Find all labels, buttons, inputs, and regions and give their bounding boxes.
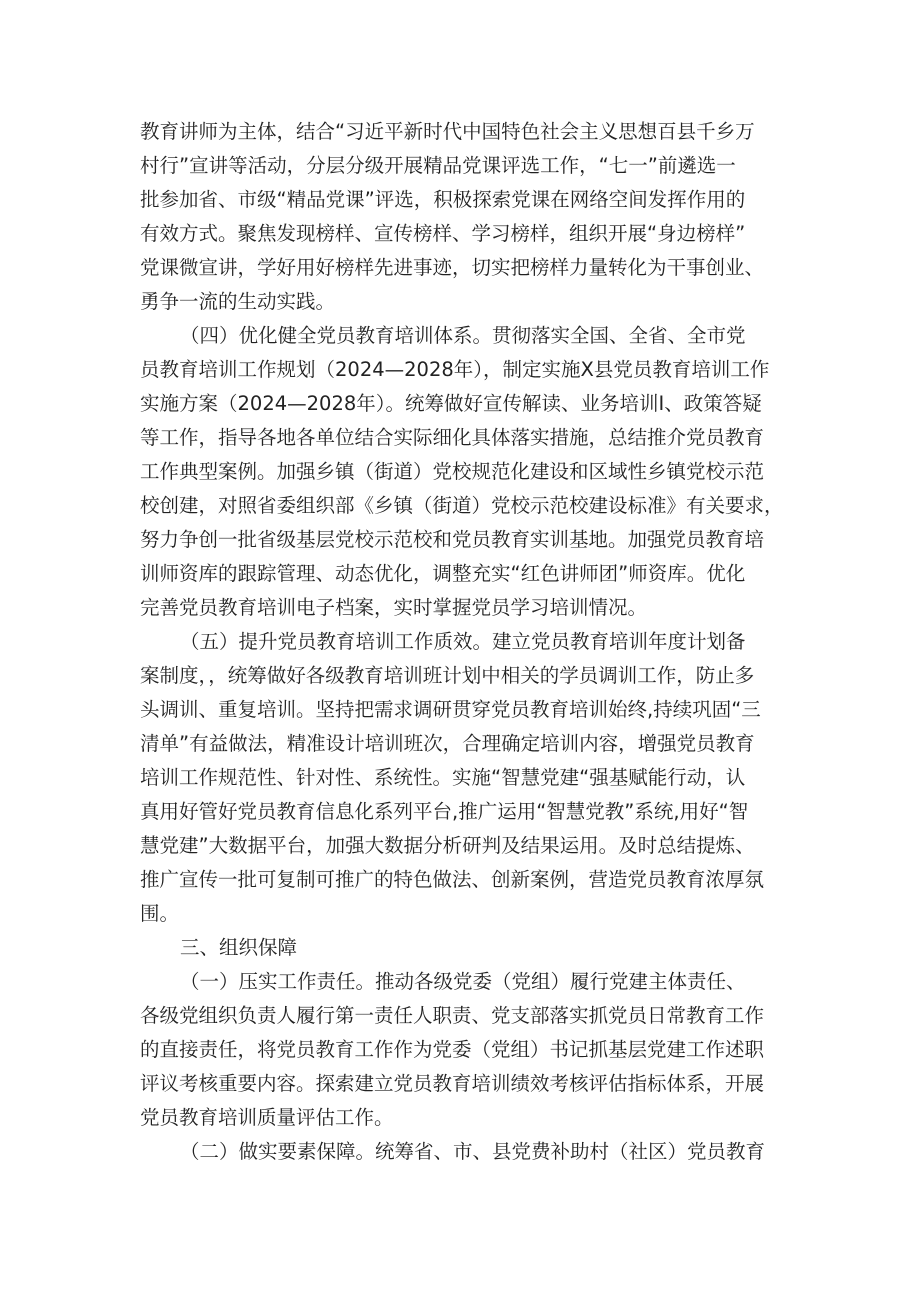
text-line: 各级党组织负责人履行第一责任人职责、党支部落实抓党员日常教育工作 [140,1004,765,1027]
text-line: 培训工作规范性、针对性、系统性。实施“智慧党建“强基赋能行动，认 [140,766,746,789]
chapter-heading-organization: 三、组织保障 [180,936,298,959]
text-line: 教育讲师为主体，结合“习近平新时代中国特色社会主义思想百县千乡万 [140,120,755,143]
section-heading-2: （二）做实要素保障。统筹省、市、县党费补助村（社区）党员教育 [180,1140,766,1163]
text-line: 等工作，指导各地各单位结合实际细化具体落实措施，总结推介党员教育 [140,426,765,449]
text-line: 训师资库的跟踪管理、动态优化，调整充实“红色讲师团”师资库。优化 [140,562,746,585]
text-line: 党课微宣讲，学好用好榜样先进事迹，切实把榜样力量转化为干事创业、 [140,256,765,279]
text-line: 校创建，对照省委组织部《乡镇（街道）党校示范校建设标准》有关要求， [140,494,784,517]
text-line: 员教育培训工作规划（2024—2028年），制定实施X县党员教育培训工作 [140,358,770,381]
section-heading-5: （五）提升党员教育培训工作质效。建立党员教育培训年度计划备 [180,630,746,653]
text-line: 真用好管好党员教育信息化系列平台,推广运用“智慧党教”系统,用好“智 [140,800,749,823]
text-line: 有效方式。聚焦发现榜样、宣传榜样、学习榜样，组织开展“身边榜样” [140,222,746,245]
text-line: 头调训、重复培训。坚持把需求调研贯穿党员教育培训始终,持续巩固“三 [140,698,761,721]
text-line: 案制度，，统筹做好各级教育培训班计划中相关的学员调训工作，防止多 [140,664,755,687]
text-line: 完善党员教育培训电子档案，实时掌握党员学习培训情况。 [140,596,648,619]
text-line: 实施方案（2024—2028年）。统筹做好宣传解读、业务培训I、政策答疑 [140,392,762,415]
section-heading-1: （一）压实工作责任。推动各级党委（党组）履行党建主体责任、 [180,970,746,993]
text-line: 批参加省、市级“精品党课”评选，积极探索党课在网络空间发挥作用的 [140,188,746,211]
text-line: 村行”宣讲等活动，分层分级开展精品党课评选工作，“七一”前遴选一 [140,154,736,177]
text-line: 评议考核重要内容。探索建立党员教育培训绩效考核评估指标体系，开展 [140,1072,765,1095]
text-line: 党员教育培训质量评估工作。 [140,1106,394,1129]
text-line: 工作典型案例。加强乡镇（街道）党校规范化建设和区域性乡镇党校示范 [140,460,765,483]
text-line: 清单”有益做法，精准设计培训班次，合理确定培训内容，增强党员教育 [140,732,755,755]
text-line: 勇争一流的生动实践。 [140,290,336,313]
text-line: 围。 [140,902,180,925]
text-line: 努力争创一批省级基层党校示范校和党员教育实训基地。加强党员教育培 [140,528,765,551]
text-line: 的直接责任，将党员教育工作作为党委（党组）书记抓基层党建工作述职 [140,1038,765,1061]
text-line: 推广宣传一批可复制可推广的特色做法、创新案例，营造党员教育浓厚氛 [140,868,765,891]
text-line: 慧党建”大数据平台，加强大数据分析研判及结果运用。及时总结提炼、 [140,834,755,857]
section-heading-4: （四）优化健全党员教育培训体系。贯彻落实全国、全省、全市党 [180,324,746,347]
